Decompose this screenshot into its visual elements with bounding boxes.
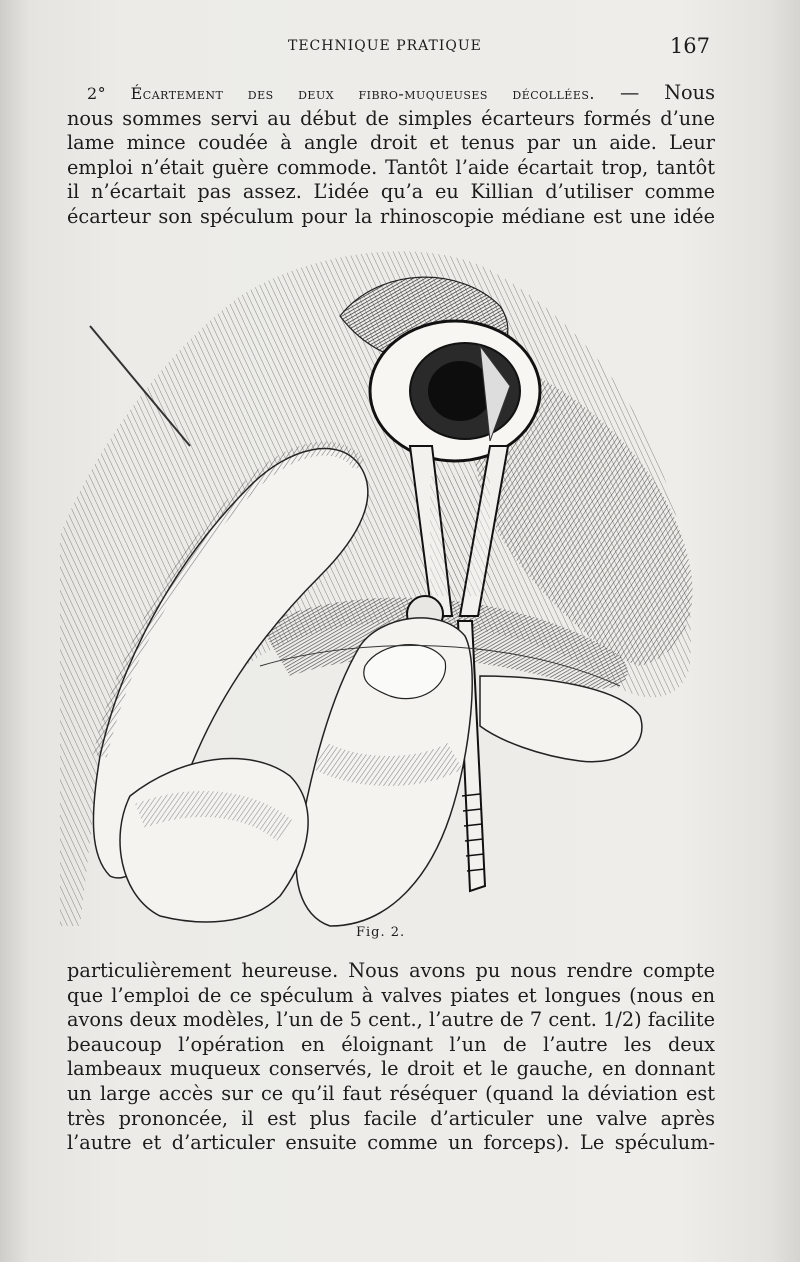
text-line: nous sommes servi au début de simples écarteurs formés d’une [67, 106, 715, 130]
figure-caption: Fig. 2. [356, 925, 406, 940]
text-line: très prononcée, il est plus facile d’articuler une valve après [67, 1106, 715, 1130]
bottom-paragraph [67, 959, 715, 1156]
text-fragment: — Nous [594, 81, 715, 104]
page-header [0, 34, 800, 60]
text-line: avons deux modèles, l’un de 5 cent., l’autre de 7 cent. 1/2) facilite [67, 1008, 715, 1032]
text-line: un large accès sur ce qu’il faut réséquer (quand la déviation est [67, 1081, 715, 1105]
text-line: emploi n’était guère commode. Tantôt l’aide écartait trop, tantôt [67, 155, 715, 179]
speculum-engraving [60, 236, 740, 936]
text-line [67, 81, 715, 107]
text-line: particulièrement heureuse. Nous avons pu nous rendre compte [67, 959, 715, 982]
text-line: lame mince coudée à angle droit et tenus par un aide. Leur [67, 131, 715, 155]
text-line: écarteur son spéculum pour la rhinoscopie médiane est une idée [67, 204, 715, 228]
running-head: TECHNIQUE PRATIQUE [288, 38, 482, 54]
page-number: 167 [669, 34, 710, 58]
text-line: beaucoup l’opération en éloignant l’un de l’autre les deux [67, 1032, 715, 1056]
text-line: il n’écartait pas assez. L’idée qu’a eu Killian d’utiliser comme [67, 180, 715, 204]
figure-illustration [60, 236, 740, 936]
text-line: que l’emploi de ce spéculum à valves piates et longues (nous en [67, 983, 715, 1007]
text-line: l’autre et d’articuler ensuite comme un forceps). Le spéculum- [67, 1131, 715, 1155]
top-paragraph [67, 81, 715, 230]
section-title: 2° Écartement des deux fibro-muqueuses décollées. [87, 84, 595, 103]
text-line: lambeaux muqueux conservés, le droit et le gauche, en donnant [67, 1057, 715, 1081]
